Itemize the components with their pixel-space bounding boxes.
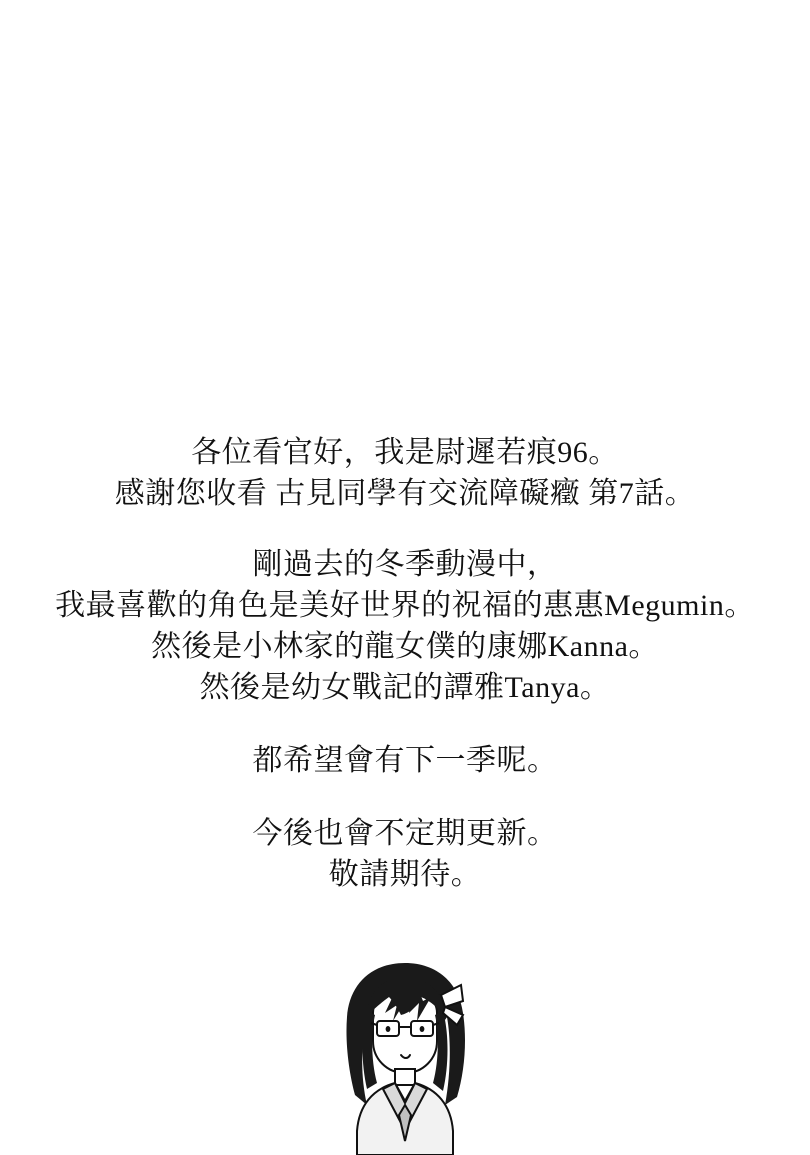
note-paragraph-wish [0,740,810,781]
note-paragraph-greeting [0,432,810,514]
note-paragraph-favorites [0,544,810,708]
note-paragraph-closing [0,813,810,895]
note-line: 都希望會有下一季呢。 [252,744,558,777]
manga-girl-illustration [305,955,505,1155]
note-line: 我最喜歡的角色是美好世界的祝福的惠惠Megumin。 [55,589,755,622]
spacer [0,708,810,740]
spacer [0,781,810,813]
note-line: 然後是幼女戰記的譚雅Tanya。 [199,671,611,704]
note-line: 今後也會不定期更新。 [252,817,558,850]
note-line: 敬請期待。 [328,858,482,891]
note-line: 然後是小林家的龍女僕的康娜Kanna。 [151,630,659,663]
author-note [0,432,810,895]
note-line: 各位看官好，我是尉遲若痕96。 [191,436,619,469]
spacer [0,514,810,544]
note-line: 感謝您收看 古見同學有交流障礙癥 第7話。 [114,477,696,510]
note-line: 剛過去的冬季動漫中， [252,548,558,581]
